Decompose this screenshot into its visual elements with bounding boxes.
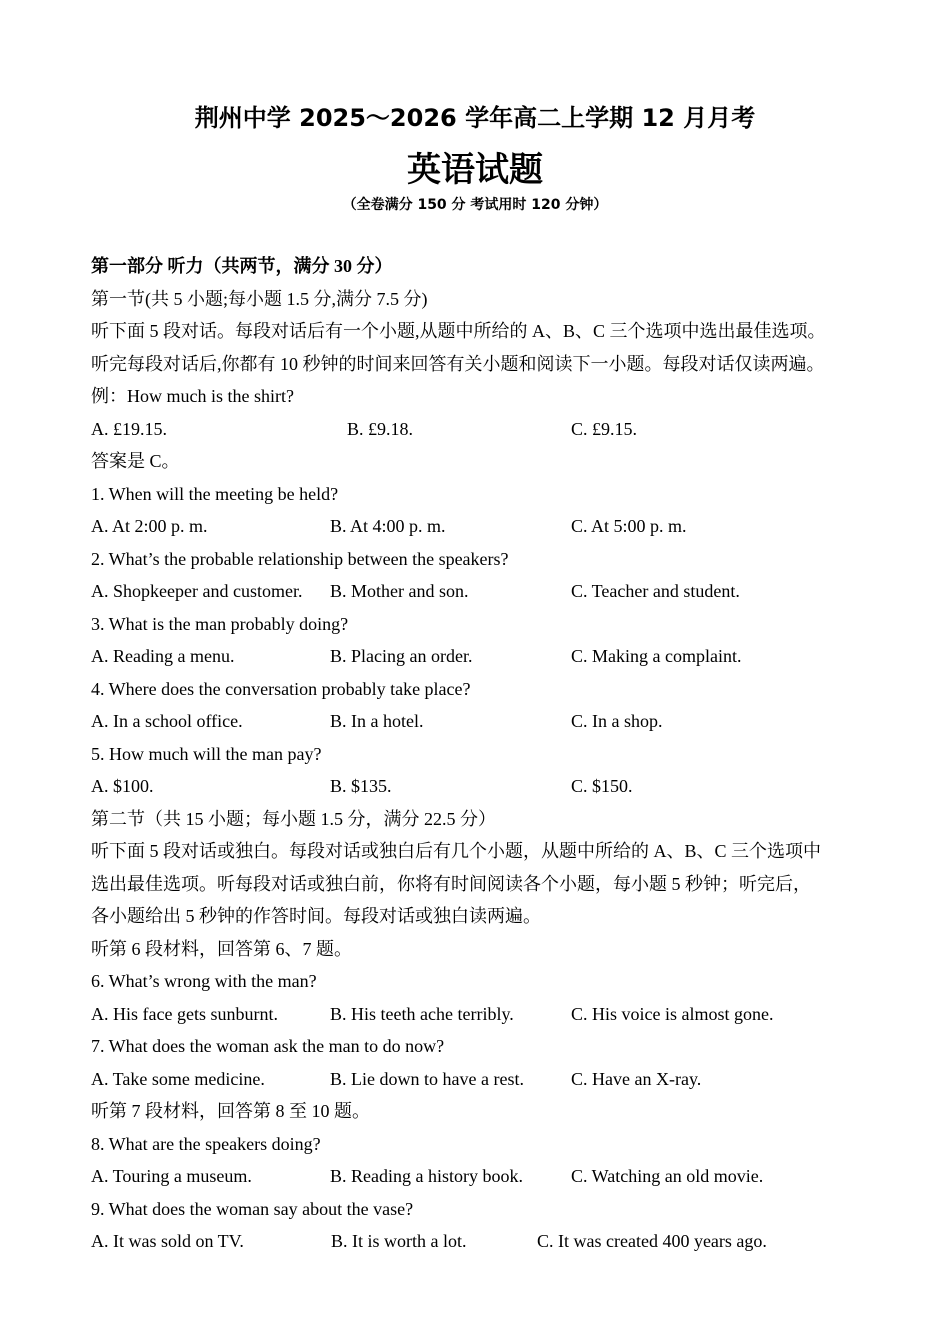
subject-title: 英语试题 — [407, 150, 543, 190]
section2-instruction: 听下面 5 段对话或独白。每段对话或独白后有几个小题，从题中所给的 A、B、C 三个选项中 — [91, 841, 822, 861]
school-title: 荆州中学 2025～2026 学年高二上学期 12 月月考 — [194, 104, 756, 132]
option-b: B. $135. — [330, 776, 392, 796]
option-a: A. In a school office. — [91, 711, 243, 731]
section2-title: 第二节（共 15 小题；每小题 1.5 分，满分 22.5 分） — [91, 808, 496, 829]
option-b: B. Mother and son. — [330, 581, 469, 601]
option-c: C. In a shop. — [571, 711, 663, 731]
question-6-options — [91, 998, 891, 1031]
question-3: 3. What is the man probably doing? — [91, 613, 349, 634]
question-9: 9. What does the woman say about the vase? — [91, 1198, 414, 1219]
option-a: A. Reading a menu. — [91, 646, 235, 666]
score-time-note: （全卷满分 150 分 考试用时 120 分钟） — [342, 197, 608, 213]
option-b: B. Reading a history book. — [330, 1166, 523, 1186]
question-8: 8. What are the speakers doing? — [91, 1133, 321, 1154]
question-2-options — [91, 575, 891, 608]
section2-instruction: 选出最佳选项。听每段对话或独白前，你将有时间阅读各个小题，每小题 5 秒钟；听完后， — [91, 873, 811, 894]
example-options — [91, 413, 891, 446]
option-c: C. At 5:00 p. m. — [571, 516, 687, 536]
question-5-options — [91, 770, 891, 803]
section1-title: 第一节(共 5 小题;每小题 1.5 分,满分 7.5 分) — [91, 288, 428, 309]
option-c: C. Teacher and student. — [571, 581, 740, 601]
question-9-options — [91, 1225, 891, 1258]
section1-instruction: 听下面 5 段对话。每段对话后有一个小题,从题中所给的 A、B、C 三个选项中选出最佳选项。 — [91, 321, 826, 341]
option-a: A. Shopkeeper and customer. — [91, 581, 303, 601]
option-c: C. His voice is almost gone. — [571, 1003, 774, 1024]
question-2: 2. What’s the probable relationship between the speakers? — [91, 548, 509, 569]
option-b: B. At 4:00 p. m. — [330, 516, 446, 536]
question-5: 5. How much will the man pay? — [91, 743, 322, 764]
option-a: A. £19.15. — [91, 418, 167, 439]
option-b: B. Lie down to have a rest. — [330, 1068, 524, 1089]
option-a: A. Take some medicine. — [91, 1068, 265, 1089]
question-7: 7. What does the woman ask the man to do now? — [91, 1036, 445, 1056]
question-6: 6. What’s wrong with the man? — [91, 971, 317, 991]
material-6-heading: 听第 6 段材料，回答第 6、7 题。 — [91, 938, 352, 959]
part1-title: 第一部分 听力（共两节，满分 30 分） — [91, 256, 393, 276]
example-answer: 答案是 C。 — [91, 451, 180, 471]
question-3-options — [91, 640, 891, 673]
question-8-options — [91, 1160, 891, 1193]
option-b: B. In a hotel. — [330, 711, 424, 731]
section1-instruction: 听完每段对话后,你都有 10 秒钟的时间来回答有关小题和阅读下一小题。每段对话仅读两遍。 — [91, 353, 825, 374]
option-b: B. Placing an order. — [330, 646, 473, 666]
option-a: A. It was sold on TV. — [91, 1231, 244, 1251]
section2-instruction: 各小题给出 5 秒钟的作答时间。每段对话或独白读两遍。 — [91, 906, 541, 926]
option-a: A. His face gets sunburnt. — [91, 1003, 278, 1024]
example-question: 例：How much is the shirt? — [91, 386, 294, 406]
question-1-options — [91, 510, 891, 543]
option-c: C. Making a complaint. — [571, 646, 742, 666]
question-4: 4. Where does the conversation probably take place? — [91, 678, 471, 699]
question-7-options — [91, 1063, 891, 1096]
option-c: C. Have an X-ray. — [571, 1068, 702, 1089]
option-c: C. £9.15. — [571, 418, 638, 439]
material-7-heading: 听第 7 段材料，回答第 8 至 10 题。 — [91, 1101, 370, 1121]
option-a: A. $100. — [91, 776, 154, 796]
option-a: A. Touring a museum. — [91, 1166, 252, 1186]
question-4-options — [91, 705, 891, 738]
option-b: B. His teeth ache terribly. — [330, 1003, 514, 1024]
exam-body — [91, 250, 891, 1258]
option-a: A. At 2:00 p. m. — [91, 516, 208, 536]
option-b: B. £9.18. — [347, 418, 414, 439]
question-1: 1. When will the meeting be held? — [91, 483, 339, 504]
option-c: C. Watching an old movie. — [571, 1166, 764, 1186]
option-c: C. It was created 400 years ago. — [537, 1231, 767, 1251]
option-c: C. $150. — [571, 776, 633, 796]
option-b: B. It is worth a lot. — [331, 1231, 467, 1251]
